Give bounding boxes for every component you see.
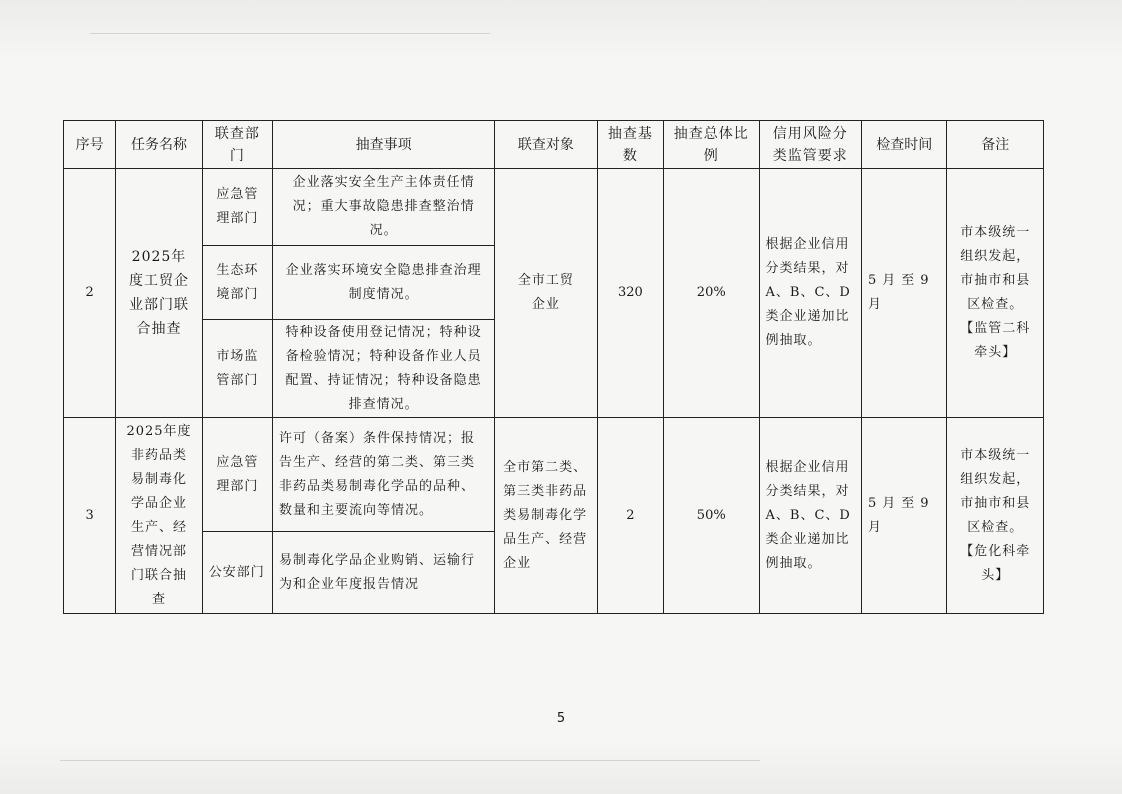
scan-artifact <box>60 760 760 761</box>
row-dept: 公安部门 <box>202 532 272 614</box>
row-items: 许可（备案）条件保持情况；报告生产、经营的第二类、第三类非药品类易制毒化学品的品种、数量和主要流向等情况。 <box>273 418 495 532</box>
row-items: 企业落实环境安全隐患排查治理制度情况。 <box>273 246 495 320</box>
inspection-table <box>63 120 1044 614</box>
row-base: 320 <box>597 169 663 418</box>
row-index: 3 <box>64 418 116 614</box>
row-dept: 应急管理部门 <box>202 169 272 246</box>
row-dept: 生态环境部门 <box>202 246 272 320</box>
row-dept: 市场监管部门 <box>202 320 272 418</box>
row-target: 全市工贸企业 <box>495 169 598 418</box>
header-task-name: 任务名称 <box>116 121 202 169</box>
header-index: 序号 <box>64 121 116 169</box>
row-ratio: 50% <box>664 418 759 614</box>
row-credit: 根据企业信用分类结果，对A、B、C、D类企业递加比例抽取。 <box>759 169 862 418</box>
row-items: 企业落实安全生产主体责任情况；重大事故隐患排查整治情况。 <box>273 169 495 246</box>
header-note: 备注 <box>947 121 1044 169</box>
header-time: 检查时间 <box>862 121 947 169</box>
row-items: 易制毒化学品企业购销、运输行为和企业年度报告情况 <box>273 532 495 614</box>
header-dept: 联查部门 <box>202 121 272 169</box>
table-header-row <box>64 121 1044 169</box>
page-number: 5 <box>556 711 566 726</box>
row-time: 5月至9月 <box>862 418 947 614</box>
row-index: 2 <box>64 169 116 418</box>
header-target: 联查对象 <box>495 121 598 169</box>
row-task-name: 2025年度非药品类易制毒化学品企业生产、经营情况部门联合抽查 <box>116 418 202 614</box>
scan-artifact <box>90 33 490 34</box>
row-credit: 根据企业信用分类结果，对A、B、C、D类企业递加比例抽取。 <box>759 418 862 614</box>
table-row <box>64 418 1044 532</box>
row-ratio: 20% <box>664 169 759 418</box>
row-base: 2 <box>597 418 663 614</box>
row-time: 5月至9月 <box>862 169 947 418</box>
header-ratio: 抽查总体比例 <box>664 121 759 169</box>
row-task-name: 2025年度工贸企业部门联合抽查 <box>116 169 202 418</box>
row-dept: 应急管理部门 <box>202 418 272 532</box>
row-target: 全市第二类、第三类非药品类易制毒化学品生产、经营企业 <box>495 418 598 614</box>
row-items: 特种设备使用登记情况；特种设备检验情况；特种设备作业人员配置、持证情况；特种设备隐患排查情况。 <box>273 320 495 418</box>
header-credit: 信用风险分类监管要求 <box>759 121 862 169</box>
row-note: 市本级统一组织发起，市抽市和县区检查。【监管二科牵头】 <box>947 169 1044 418</box>
header-base: 抽查基数 <box>597 121 663 169</box>
header-items: 抽查事项 <box>273 121 495 169</box>
table-row <box>64 169 1044 246</box>
row-note: 市本级统一组织发起，市抽市和县区检查。【危化科牵头】 <box>947 418 1044 614</box>
